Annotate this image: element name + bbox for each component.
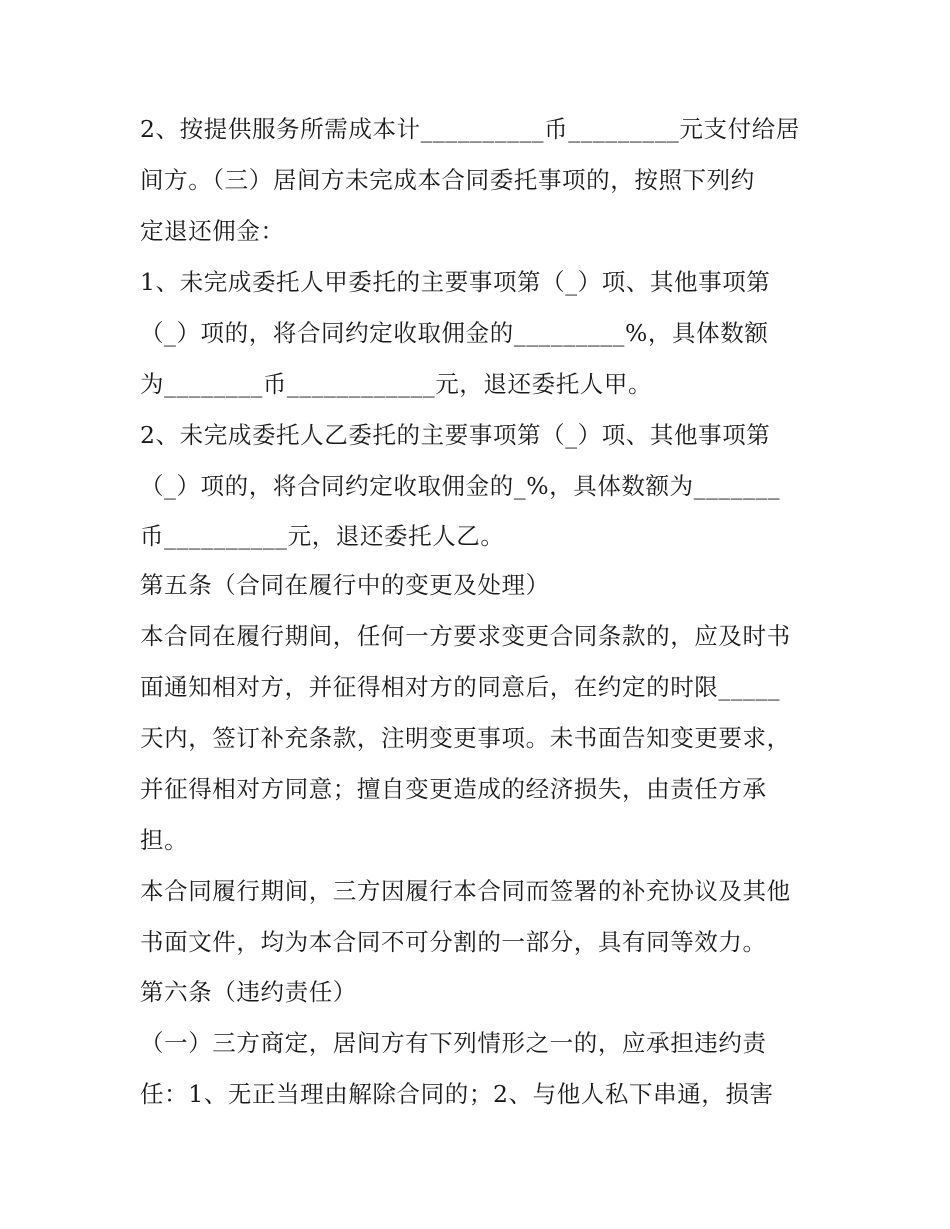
text-line: 定退还佣金： <box>140 217 285 245</box>
text-line: 本合同履行期间，三方因履行本合同而签署的补充协议及其他 <box>140 877 791 905</box>
text-line: 任：1、无正当理由解除合同的；2、与他人私下串通，损害 <box>140 1080 774 1108</box>
section-heading: 第五条（合同在履行中的变更及处理） <box>140 571 550 599</box>
text-line: 书面文件，均为本合同不可分割的一部分，具有同等效力。 <box>140 928 767 956</box>
text-line: 面通知相对方，并征得相对方的同意后，在约定的时限_____ <box>140 673 781 701</box>
text-line: 2、按提供服务所需成本计__________币_________元支付给居 <box>140 115 800 143</box>
text-line: （一）三方商定，居间方有下列情形之一的，应承担违约责 <box>140 1029 767 1057</box>
text-line: 本合同在履行期间，任何一方要求变更合同条款的，应及时书 <box>140 622 791 650</box>
text-line: 并征得相对方同意；擅自变更造成的经济损失，由责任方承 <box>140 775 767 803</box>
text-line: 天内，签订补充条款，注明变更事项。未书面告知变更要求， <box>140 724 791 752</box>
text-line: 为________币____________元，退还委托人甲。 <box>140 370 653 398</box>
text-line: 1、未完成委托人甲委托的主要事项第（_）项、其他事项第 <box>140 268 771 296</box>
text-line: 担。 <box>140 826 189 854</box>
section-heading: 第六条（违约责任） <box>140 978 357 1006</box>
text-line: （_）项的，将合同约定收取佣金的_%，具体数额为_______ <box>140 472 781 500</box>
text-line: 币__________元，退还委托人乙。 <box>140 522 505 550</box>
text-line: 2、未完成委托人乙委托的主要事项第（_）项、其他事项第 <box>140 421 771 449</box>
text-line: （_）项的，将合同约定收取佣金的_________%，具体数额 <box>140 319 769 347</box>
text-line: 间方。（三）居间方未完成本合同委托事项的，按照下列约 <box>140 166 755 194</box>
